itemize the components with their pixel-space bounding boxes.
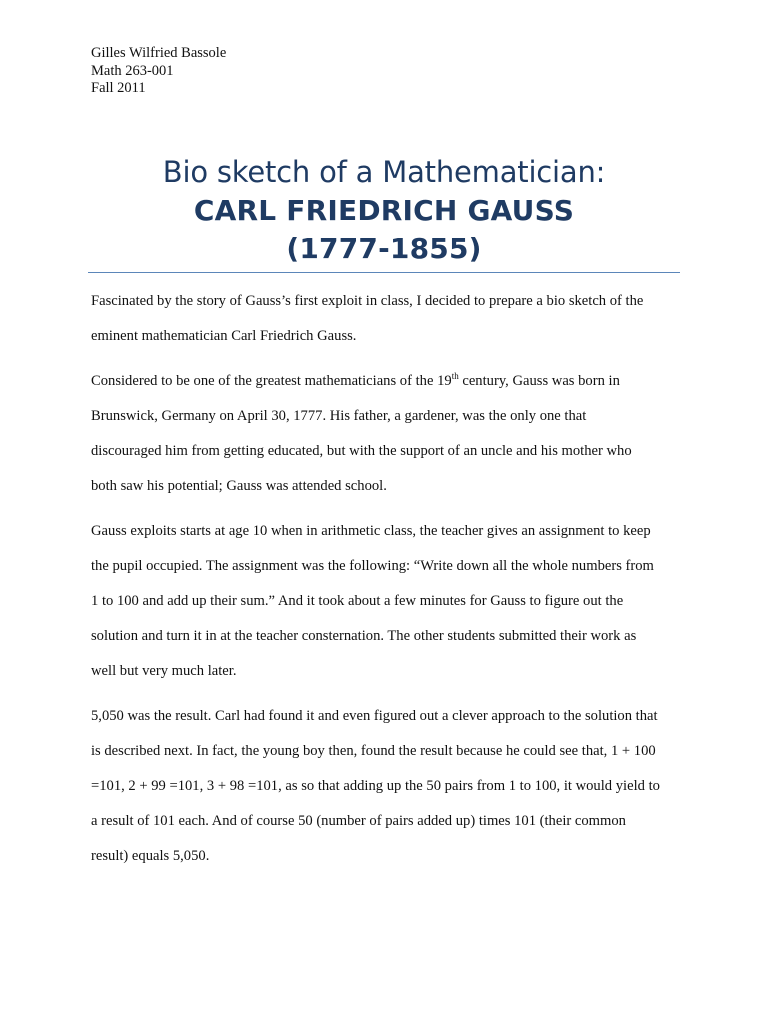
author-name: Gilles Wilfried Bassole [91,45,227,61]
paragraph-line: Gauss exploits starts at age 10 when in arithmetic class, the teacher gives an assignment to keep [91,523,651,539]
paragraph-line: solution and turn it in at the teacher consternation. The other students submitted their work as [91,628,637,644]
paragraph-line: Brunswick, Germany on April 30, 1777. His father, a gardener, was the only one that [91,408,587,424]
paragraph-line [91,364,683,399]
paragraph-line: 5,050 was the result. Carl had found it and even figured out a clever approach to the solution that [91,708,658,724]
paragraph-3 [91,514,683,689]
paragraph-line: Fascinated by the story of Gauss’s first exploit in class, I decided to prepare a bio sketch of the [91,293,644,309]
paragraph-line: is described next. In fact, the young boy then, found the result because he could see that, 1 + 100 [91,743,656,759]
paragraph-line-text: Considered to be one of the greatest mathematicians of the 19 [91,373,452,389]
paragraph-1 [91,284,683,354]
paragraph-4 [91,699,683,874]
paragraph-line: both saw his potential; Gauss was attended school. [91,478,387,494]
paragraph-line: discouraged him from getting educated, but with the support of an uncle and his mother who [91,443,632,459]
paragraph-line: 1 to 100 and add up their sum.” And it took about a few minutes for Gauss to figure out the [91,593,624,609]
title-line-3: (1777-1855) [286,232,482,265]
title-divider [88,272,680,273]
term: Fall 2011 [91,80,146,96]
paragraph-line: a result of 101 each. And of course 50 (number of pairs added up) times 101 (their common [91,813,626,829]
body-text [91,284,683,884]
paragraph-line: well but very much later. [91,663,237,679]
paragraph-line-text: century, Gauss was born in [458,373,620,389]
paragraph-2 [91,364,683,504]
ordinal-superscript: th [451,371,459,382]
document-title [88,152,680,268]
title-line-1: Bio sketch of a Mathematician: [162,155,606,189]
paragraph-line: eminent mathematician Carl Friedrich Gauss. [91,328,357,344]
course-number: Math 263-001 [91,62,174,79]
header-block [91,45,226,98]
paragraph-line: result) equals 5,050. [91,848,210,864]
title-line-2: CARL FRIEDRICH GAUSS [193,194,575,227]
paragraph-line: the pupil occupied. The assignment was the following: “Write down all the whole numbers from [91,558,654,574]
paragraph-line: =101, 2 + 99 =101, 3 + 98 =101, as so that adding up the 50 pairs from 1 to 100, it would yield to [91,778,660,794]
